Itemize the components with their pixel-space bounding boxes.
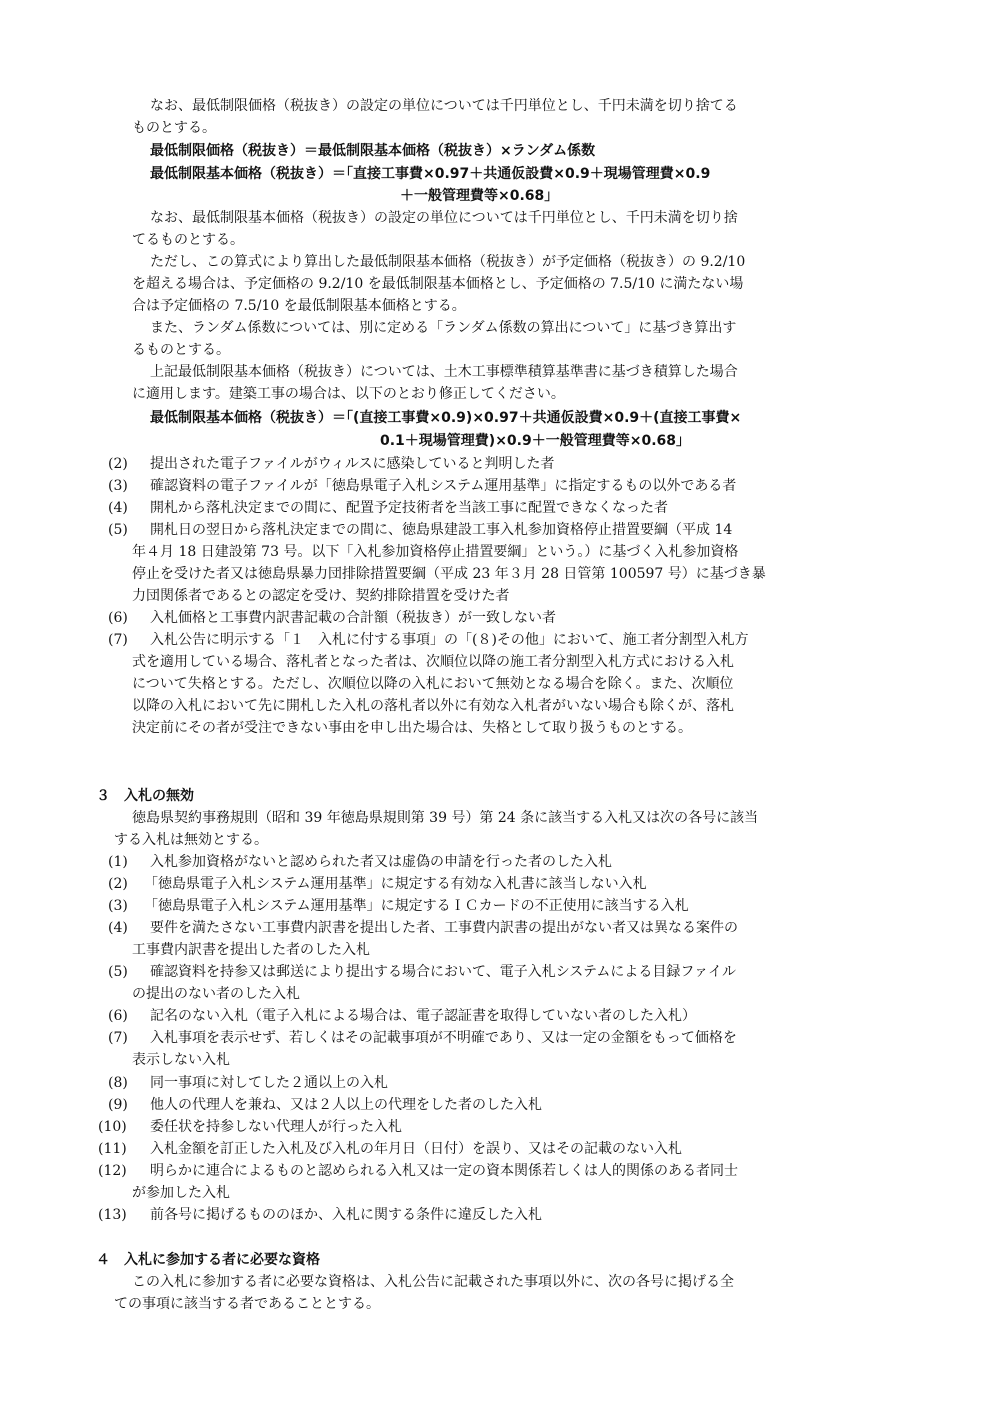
list-item-text: 年４月 18 日建設第 73 号。以下「入札参加資格停止措置要綱」という。）に基づく入札参加資格 — [132, 544, 739, 560]
section-4-intro-line-1: この入札に参加する者に必要な資格は、入札公告に記載された事項以外に、次の各号に掲げる全 — [132, 1274, 734, 1290]
list-item-text: 同一事項に対してした２通以上の入札 — [150, 1075, 388, 1091]
item-number: (6) — [108, 610, 128, 626]
list-item-text: 他人の代理人を兼ね、又は２人以上の代理をした者のした入札 — [150, 1097, 542, 1113]
para-range-line-1: ただし、この算式により算出した最低制限基本価格（税抜き）が予定価格（税抜き）の 9.2/10 — [150, 254, 746, 270]
section-4-heading: ４ 入札に参加する者に必要な資格 — [96, 1252, 320, 1268]
item-number: (6) — [108, 1008, 128, 1024]
item-number: (2) — [108, 456, 128, 472]
formula-building-line-2: 0.1＋現場管理費)×0.9＋一般管理費等×0.68｣ — [380, 433, 684, 449]
item-number: (4) — [108, 500, 128, 516]
item-number: (9) — [108, 1097, 128, 1113]
formula-base-price-line-2: ＋一般管理費等×0.68｣ — [400, 188, 552, 204]
item-number: (11) — [98, 1141, 127, 1157]
formula-building-line-1: 最低制限基本価格（税抜き）＝｢(直接工事費×0.9)×0.97＋共通仮設費×0.9＋(直接工事費× — [150, 410, 742, 426]
list-item-text: の提出のない者のした入札 — [132, 986, 300, 1002]
para-building-line-1: 上記最低制限基本価格（税抜き）については、土木工事標準積算基準書に基づき積算した場合 — [150, 364, 738, 380]
item-number: (12) — [98, 1163, 127, 1179]
list-item-text: 開札日の翌日から落札決定までの間に、徳島県建設工事入札参加資格停止措置要綱（平成 14 — [150, 522, 733, 538]
list-item-text: 確認資料を持参又は郵送により提出する場合において、電子入札システムによる目録ファイル — [150, 964, 737, 980]
list-item-text: 提出された電子ファイルがウィルスに感染していると判明した者 — [150, 456, 555, 472]
para-unit-line-1: なお、最低制限価格（税抜き）の設定の単位については千円単位とし、千円未満を切り捨てる — [150, 98, 738, 114]
item-number: (3) — [108, 898, 128, 914]
list-item-text: 式を適用している場合、落札者となった者は、次順位以降の施工者分割型入札方式における入札 — [132, 654, 734, 670]
list-item-text: 「徳島県電子入札システム運用基準」に規定する有効な入札書に該当しない入札 — [144, 876, 647, 892]
para-unit-line-2: ものとする。 — [132, 120, 216, 136]
section-3-heading: ３ 入札の無効 — [96, 788, 194, 804]
item-number: (4) — [108, 920, 128, 936]
section-4-intro-line-2: ての事項に該当する者であることとする。 — [114, 1296, 380, 1312]
section-3-intro-line-2: する入札は無効とする。 — [114, 832, 268, 848]
item-number: (8) — [108, 1075, 128, 1091]
item-number: (7) — [108, 1030, 128, 1046]
list-item-text: 「徳島県電子入札システム運用基準」に規定するＩＣカードの不正使用に該当する入札 — [144, 898, 689, 914]
para-building-line-2: に適用します。建築工事の場合は、以下のとおり修正してください。 — [132, 386, 565, 402]
list-item-text: 確認資料の電子ファイルが「徳島県電子入札システム運用基準」に指定するもの以外である者 — [150, 478, 737, 494]
item-number: (5) — [108, 522, 128, 538]
para-base-unit-line-1: なお、最低制限基本価格（税抜き）の設定の単位については千円単位とし、千円未満を切り捨 — [150, 210, 738, 226]
para-base-unit-line-2: てるものとする。 — [132, 232, 244, 248]
para-range-line-2: を超える場合は、予定価格の 9.2/10 を最低制限基本価格とし、予定価格の 7.5/10 に満たない場 — [132, 276, 744, 292]
section-3-intro-line-1: 徳島県契約事務規則（昭和 39 年徳島県規則第 39 号）第 24 条に該当する入札又は次の各号に該当 — [132, 810, 759, 826]
list-item-text: 記名のない入札（電子入札による場合は、電子認証書を取得していない者のした入札） — [150, 1008, 696, 1024]
list-item-text: 入札公告に明示する「１ 入札に付する事項」の「(８)その他」において、施工者分割型入札方 — [150, 632, 749, 648]
list-item-text: 開札から落札決定までの間に、配置予定技術者を当該工事に配置できなくなった者 — [150, 500, 668, 516]
list-item-text: 停止を受けた者又は徳島県暴力団排除措置要綱（平成 23 年３月 28 日管第 100597 号）に基づき暴 — [132, 566, 766, 582]
item-number: (10) — [98, 1119, 127, 1135]
list-item-text: 入札事項を表示せず、若しくはその記載事項が不明確であり、又は一定の金額をもって価格を — [150, 1030, 737, 1046]
list-item-text: 力団関係者であるとの認定を受け、契約排除措置を受けた者 — [132, 588, 510, 604]
list-item-text: 委任状を持参しない代理人が行った入札 — [150, 1119, 402, 1135]
para-random-line-2: るものとする。 — [132, 342, 230, 358]
list-item-text: 明らかに連合によるものと認められる入札又は一定の資本関係若しくは人的関係のある者同士 — [150, 1163, 738, 1179]
list-item-text: が参加した入札 — [132, 1185, 230, 1201]
item-number: (7) — [108, 632, 128, 648]
item-number: (5) — [108, 964, 128, 980]
list-item-text: 入札価格と工事費内訳書記載の合計額（税抜き）が一致しない者 — [150, 610, 556, 626]
list-item-text: 工事費内訳書を提出した者のした入札 — [132, 942, 370, 958]
list-item-text: 以降の入札において先に開札した入札の落札者以外に有効な入札者がいない場合も除くが、落札 — [132, 698, 734, 714]
item-number: (3) — [108, 478, 128, 494]
list-item-text: について失格とする。ただし、次順位以降の入札において無効となる場合を除く。また、次順位 — [132, 676, 734, 692]
list-item-text: 前各号に掲げるもののほか、入札に関する条件に違反した入札 — [150, 1207, 542, 1223]
item-number: (13) — [98, 1207, 127, 1223]
list-item-text: 表示しない入札 — [132, 1052, 230, 1068]
list-item-text: 入札参加資格がないと認められた者又は虚偽の申請を行った者のした入札 — [150, 854, 612, 870]
list-item-text: 要件を満たさない工事費内訳書を提出した者、工事費内訳書の提出がない者又は異なる案件の — [150, 920, 738, 936]
formula-min-price: 最低制限価格（税抜き）＝最低制限基本価格（税抜き）×ランダム係数 — [150, 143, 596, 159]
list-item-text: 入札金額を訂正した入札及び入札の年月日（日付）を誤り、又はその記載のない入札 — [150, 1141, 682, 1157]
item-number: (2) — [108, 876, 128, 892]
para-range-line-3: 合は予定価格の 7.5/10 を最低制限基本価格とする。 — [132, 298, 466, 314]
para-random-line-1: また、ランダム係数については、別に定める「ランダム係数の算出について」に基づき算出す — [150, 320, 737, 336]
formula-base-price-line-1: 最低制限基本価格（税抜き）＝｢直接工事費×0.97＋共通仮設費×0.9＋現場管理費×0.9 — [150, 166, 711, 182]
item-number: (1) — [108, 854, 128, 870]
list-item-text: 決定前にその者が受注できない事由を申し出た場合は、失格として取り扱うものとする。 — [132, 720, 692, 736]
